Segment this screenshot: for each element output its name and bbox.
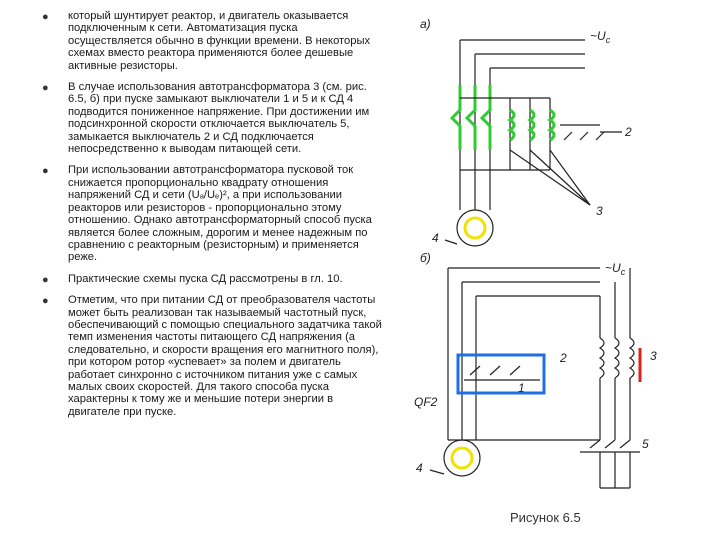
paragraph-text: Практические схемы пуска СД рассмотрены в гл. 10.	[68, 272, 343, 285]
motor-a	[457, 210, 493, 246]
breaker-contact	[452, 85, 460, 150]
supply-b: $\sim U_c$	[605, 261, 626, 277]
motor-b-rotor	[452, 448, 472, 468]
breaker-contact	[482, 85, 490, 150]
bullet-icon: ●	[42, 11, 49, 23]
paragraph-text: Отметим, что при питании СД от преобразователя частоты может быть реализован так называемый частотный пуск, обеспечивающий с помощью специального задатчика такой темп изменения частоты питающего СД напряжения (а следовательно, и скорости вращения его магнитного поля), при котором ротор «успевает» за полем и двигатель работает синхронно с источником питания уже с самых малых своих скоростей. Для такого способа пуска характерны к тому же и меньшие потери энергии в двигателе при пуске.	[68, 294, 382, 418]
supply-a: $\sim U_c$	[590, 29, 611, 45]
reactor-coil	[510, 110, 514, 140]
breaker-2-contacts	[564, 132, 604, 140]
motor-a-rotor	[465, 218, 485, 238]
breaker-5-contacts	[590, 440, 630, 448]
bullet-icon: ●	[42, 295, 49, 308]
label-5b: 5	[642, 437, 649, 451]
label-qf2: QF2	[414, 395, 438, 409]
label-2b: 2	[560, 351, 567, 365]
leader-line	[530, 150, 590, 205]
bullet-icon: ●	[42, 165, 49, 178]
motor-b	[444, 440, 480, 476]
breaker-1	[452, 85, 490, 150]
transformer-coil	[615, 338, 619, 378]
paragraph	[42, 273, 382, 285]
leader-line	[550, 150, 590, 205]
label-3a: 3	[596, 204, 603, 218]
label-a: а)	[420, 17, 431, 31]
circuit-svg	[400, 0, 720, 540]
label-3b: 3	[650, 349, 657, 363]
breaker-contact	[467, 85, 475, 150]
text-column	[42, 10, 382, 427]
paragraph	[42, 294, 382, 418]
label-2a: 2	[625, 125, 632, 139]
diagram-b	[430, 268, 640, 488]
transformer-coil	[630, 338, 634, 378]
bullet-icon: ●	[42, 82, 49, 95]
figure-caption: Рисунок 6.5	[510, 510, 581, 525]
circuit-diagram	[400, 0, 720, 540]
leader-line	[430, 470, 444, 474]
bullet-icon: ●	[42, 273, 49, 286]
paragraph	[42, 164, 382, 263]
paragraph	[42, 81, 382, 155]
label-4a: 4	[432, 231, 439, 245]
paragraph-text: который шунтирует реактор, и двигатель оказывается подключенным к сети. Автоматизация пуска осуществляется обычно в функции времени. В некоторых схемах вместо реактора применяются более дешевые активные резисторы.	[68, 10, 371, 72]
label-1: 1	[518, 381, 525, 395]
paragraph-text: В случае использования автотрансформатора 3 (см. рис. 6.5, б) при пуске замыкают выключатели 1 и 5 и к СД 4 подводится пониженное напряжение. При достижении им подсинхронной скорости отключается выключатель 5, замыкается выключатель 2 и СД подключается непосредственно к выводам питающей сети.	[68, 81, 370, 156]
paragraph-text: При использовании автотрансформатора пусковой ток снижается пропорционально квадрату отношения напряжений СД и сети (Uₐ/Uₑ)², а при использовании реакторов или резисторов - пропорционально этому отношению. Однако автотрансформаторный способ пуска является более сложным, дорогим и менее надежным по сравнению с реакторным (резисторным) и применяется реже.	[68, 164, 372, 264]
qf2-contacts	[470, 366, 520, 375]
leader-line	[445, 240, 457, 244]
paragraph	[42, 10, 382, 72]
label-b: б)	[420, 251, 431, 265]
reactor-coils	[510, 110, 554, 140]
transformer-coil	[600, 338, 604, 378]
label-4b: 4	[416, 461, 423, 475]
